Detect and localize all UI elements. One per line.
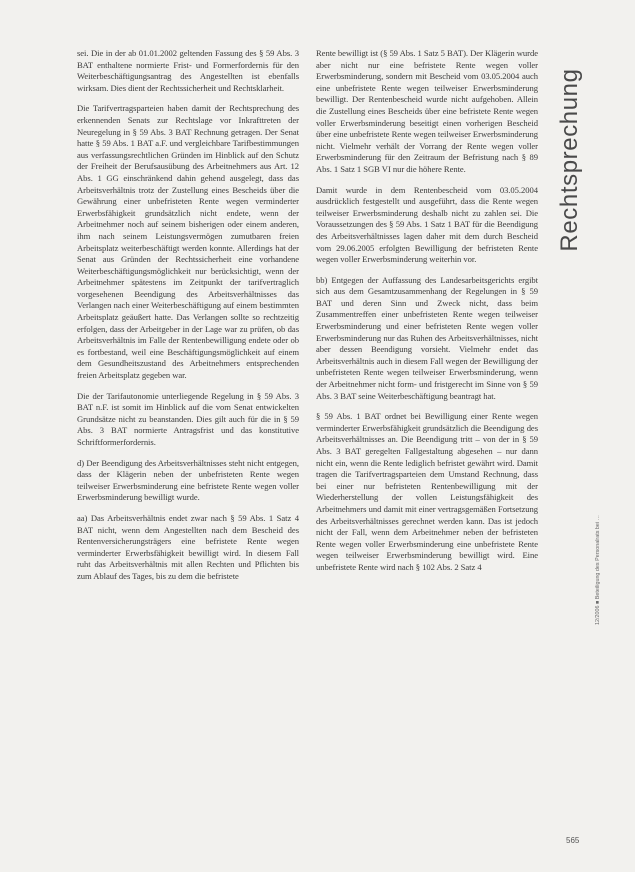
running-footer-text: 12/2006 ■ Beteiligung des Personalrats bei … <box>595 515 601 625</box>
paragraph: Damit wurde in dem Rentenbescheid vom 03.05.2004 ausdrücklich festgestellt und ausgeführt, dass die Rente wegen teilweiser Erwerbsminderung deshalb nicht zu zahlen sei. Die Voraussetzungen des § 59 Abs. 1 Satz 1 BAT für die Beendigung des Arbeitsverhältnisses lagen daher mit dem durch Bescheid vom 29.06.2005 erfolgten Bewilligung der befristeten Rente wegen voller Erwerbsminderung weiterhin vor. <box>316 184 538 265</box>
running-footer-vertical <box>590 300 606 840</box>
right-text-column <box>316 48 538 583</box>
left-text-column <box>77 48 299 592</box>
paragraph: § 59 Abs. 1 BAT ordnet bei Bewilligung einer Rente wegen verminderter Erwerbsfähigkeit grundsätzlich die Beendigung des Arbeitsverhältnisses an. Die Beendigung tritt – von der in § 59 Abs. 3 BAT geregelten Fallgestaltung abgesehen – nur dann nicht ein, wenn die Rente lediglich befristet gewährt wird. Damit tragen die Tarifvertragsparteien dem Umstand Rechnung, dass bei einer nur befristeten Rentenbewilligung mit der Wiederherstellung der vollen Leistungsfähigkeit des Arbeitnehmers und damit mit einer vertragsgemäßen Fortsetzung des Arbeitsverhältnisses gerechnet werden kann. Das ist jedoch nicht der Fall, wenn dem Arbeitnehmer neben der befristeten Rente wegen voller Erwerbsminderung eine unbefristete Rente wegen teilweiser Erwerbsminderung bewilligt wird. Eine unbefristete Rente wird nach § 102 Abs. 2 Satz 4 <box>316 411 538 572</box>
section-title: Rechtsprechung <box>556 68 583 252</box>
paragraph: bb) Entgegen der Auffassung des Landesarbeitsgerichts ergibt sich aus dem Gesamtzusammenhang der Regelungen in § 59 BAT und deren Sinn und Zweck nicht, dass beim Zusammentreffen einer unbefristeten Rente wegen teilweiser Erwerbsminderung und einer befristeten Rente wegen voller Erwerbsminderung nur das Ruhen des Arbeitsverhältnisses, nicht aber dessen Beendigung vorsieht. Vielmehr endet das Arbeitsverhältnis auch in diesem Fall wegen der Bewilligung der unbefristeten Rente wegen teilweiser Erwerbsminderung, wenn der Arbeitnehmer nicht form- und fristgerecht im Sinne von § 59 Abs. 3 BAT seine Weiterbeschäftigung beantragt hat. <box>316 274 538 401</box>
paragraph: Rente bewilligt ist (§ 59 Abs. 1 Satz 5 BAT). Der Klägerin wurde aber nicht nur eine befristete Rente wegen voller Erwerbsminderung, sondern mit Bescheid vom 03.05.2004 auch eine unbefristete Rente wegen teilweiser Erwerbsminderung bewilligt. Der Rentenbescheid wurde nicht aufgehoben. Allein die Zustellung eines Bescheids über eine befristete Rente wegen voller Erwerbsminderung beseitigt einen vorherigen Bescheid über eine unbefristete Rente wegen teilweiser Erwerbsminderung nicht. Vielmehr verhält der Vorrang der Rente wegen voller Erwerbsminderung für den Zeitraum der Befristung nach § 89 Abs. 1 Satz 1 SGB VI nur die höhere Rente. <box>316 48 538 174</box>
paragraph: Die der Tarifautonomie unterliegende Regelung in § 59 Abs. 3 BAT n.F. ist somit im Hinblick auf die vom Senat entwickelten Grundsätze nicht zu beanstanden. Dies gilt auch für die in § 59 Abs. 3 BAT normierte Antragsfrist und das konstitutive Schriftformerfordernis. <box>77 390 299 447</box>
page-number: 565 <box>566 836 580 845</box>
paragraph: sei. Die in der ab 01.01.2002 geltenden Fassung des § 59 Abs. 3 BAT enthaltene normierte Frist- und Formerfordernis für den Weiterbeschäftigungsantrag des Angestellten ist ebenfalls wirksam. Dies dient der Rechtssicherheit und Rechtsklarheit. <box>77 48 299 93</box>
paragraph: Die Tarifvertragsparteien haben damit der Rechtsprechung des erkennenden Senats zur Rechtslage vor Inkrafttreten der Neuregelung in § 59 Abs. 3 BAT Rechnung getragen. Der Senat hatte § 59 Abs. 1 BAT a.F. und vergleichbare Tarifbestimmungen aus verfassungsrechtlichen Gründen im Hinblick auf den Schutz der Freiheit der Berufsausübung des Arbeitnehmers aus Art. 12 Abs. 1 GG einschränkend dahin gehend ausgelegt, dass das Arbeitsverhältnis trotz der Zustellung eines Bescheids über die Gewährung einer unbefristeten Rente wegen verminderter Erwerbsfähigkeit grundsätzlich nicht endete, wenn der Arbeitnehmer noch auf seinem bisherigen oder einem anderen, ihm nach seinem Leistungsvermögen zumutbaren freien Arbeitsplatz weiterbeschäftigt werden konnte. Allerdings hat der Senat aus Gründen der Rechtssicherheit eine vorhandene Weiterbeschäftigungsmöglichkeit nur berücksichtigt, wenn der Arbeitnehmer spätestens im Zeitpunkt der tarifvertraglich vorgesehenen Beendigung des Arbeitsverhältnisses das Verlangen nach einer Weiterbeschäftigung auf einem bestimmten Arbeitsplatz geäußert hatte. Das Verlangen sollte so rechtzeitig erfolgen, dass der Arbeitgeber in der Lage war zu prüfen, ob das Arbeitsverhältnis im Falle der Rentenbewilligung endete oder ob es fortbestand, weil eine Beschäftigungsmöglichkeit auf einem dem Gesundheitszustand des Arbeitnehmers entsprechenden freien Arbeitsplatz gegeben war. <box>77 103 299 381</box>
section-title-vertical <box>550 60 590 260</box>
paragraph: aa) Das Arbeitsverhältnis endet zwar nach § 59 Abs. 1 Satz 4 BAT nicht, wenn dem Angestellten nach dem Bescheid des Rentenversicherungsträgers eine befristete Rente wegen verminderter Erwerbsfähigkeit bewilligt wird. In diesem Fall ruht das Arbeitsverhältnis mit allen Rechten und Pflichten bis zum Ablauf des Tages, bis zu dem die befristete <box>77 512 299 581</box>
paragraph: d) Der Beendigung des Arbeitsverhältnisses steht nicht entgegen, dass der Klägerin neben der unbefristeten Rente wegen teilweiser Erwerbsminderung eine befristete Rente wegen voller Erwerbsminderung bewilligt wurde. <box>77 457 299 503</box>
